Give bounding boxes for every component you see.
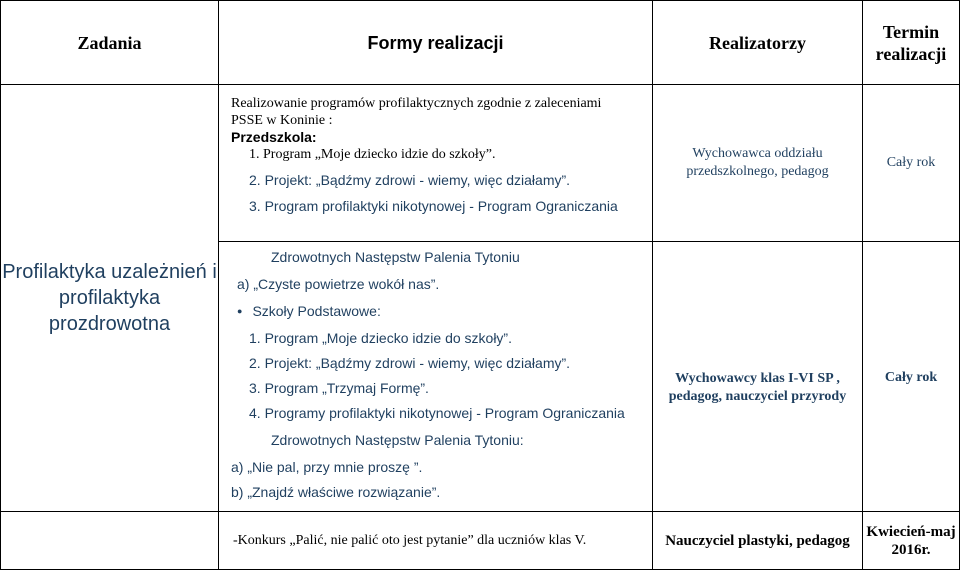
school-item-1: 1. Program „Moje dziecko idzie do szkoły”. (249, 330, 512, 346)
school-forms (219, 242, 653, 512)
school-executor: Wychowawcy klas I-VI SP , pedagog, nauczyciel przyrody (653, 242, 863, 512)
school-item-3: 3. Program „Trzymaj Formę”. (249, 380, 429, 396)
school-item-4: 4. Programy profilaktyki nikotynowej - Program Ograniczania (249, 405, 625, 421)
school-sub-b: b) „Znajdź właściwe rozwiązanie”. (231, 484, 441, 500)
preschool-term: Cały rok (863, 85, 960, 242)
intro-line-2: PSSE w Koninie : (231, 113, 333, 128)
header-executors: Realizatorzy (653, 1, 863, 85)
preschool-item-3: 3. Program profilaktyki nikotynowej - Program Ograniczania (249, 198, 618, 214)
contest-form: -Konkurs „Palić, nie palić oto jest pytanie” dla uczniów klas V. (219, 512, 653, 570)
preschool-item-1: 1. Program „Moje dziecko idzie do szkoły”. (249, 147, 496, 162)
preschool-item-2: 2. Projekt: „Bądźmy zdrowi - wiemy, więc działamy”. (249, 172, 571, 188)
header-tasks: Zadania (1, 1, 219, 85)
task-cell (1, 85, 219, 512)
school-subhead: ● Szkoły Podstawowe: (231, 299, 648, 323)
preschool-subhead: Przedszkola: (231, 129, 317, 145)
preschool-executor: Wychowawca oddziału przedszkolnego, pedagog (653, 85, 863, 242)
school-item-2: 2. Projekt: „Bądźmy zdrowi - wiemy, więc działamy”. (249, 355, 571, 371)
header-forms: Formy realizacji (219, 1, 653, 85)
task-label: Profilaktyka uzależnień i profilaktyka prozdrowotna (2, 261, 217, 335)
contest-row (1, 512, 960, 570)
preschool-item-3-cont: Zdrowotnych Następstw Palenia Tytoniu (271, 249, 520, 265)
empty-task-cell (1, 512, 219, 570)
preschool-row (1, 85, 960, 242)
school-item-4-cont: Zdrowotnych Następstw Palenia Tytoniu: (271, 432, 524, 448)
contest-term: Kwiecień-maj 2016r. (863, 512, 960, 570)
header-term: Termin realizacji (863, 1, 960, 85)
contest-executor: Nauczyciel plastyki, pedagog (653, 512, 863, 570)
intro-line-1: Realizowanie programów profilaktycznych zgodnie z zaleceniami (231, 96, 602, 111)
header-row (1, 1, 960, 85)
school-term: Cały rok (863, 242, 960, 512)
preschool-sub-a: a) „Czyste powietrze wokół nas”. (237, 276, 440, 292)
preschool-forms (219, 85, 653, 242)
school-sub-a: a) „Nie pal, przy mnie proszę ”. (231, 459, 423, 475)
